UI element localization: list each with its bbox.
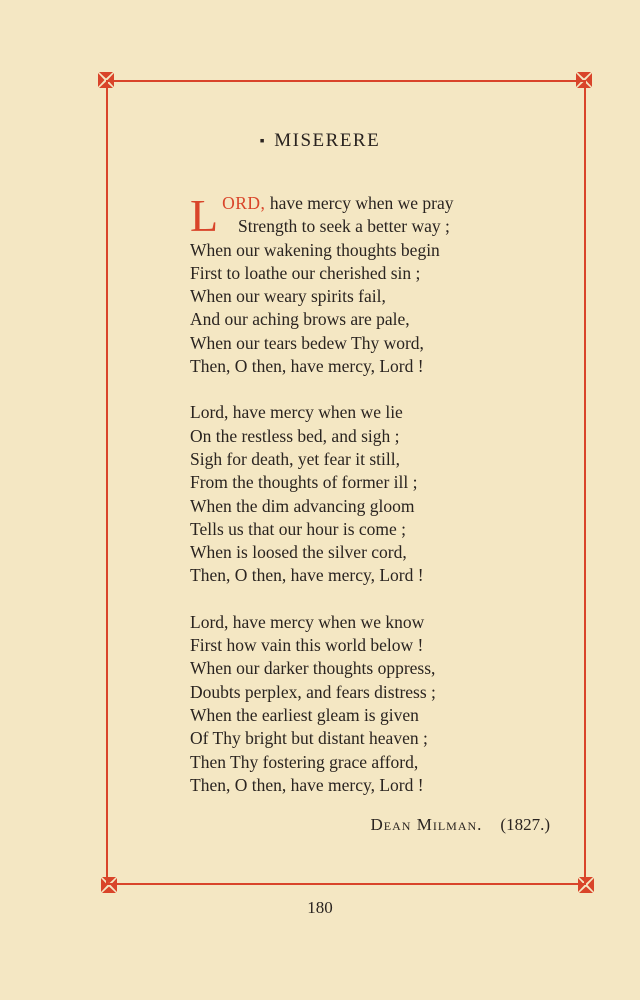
poem-line: First how vain this world below ! <box>190 635 424 656</box>
poem-line: Then, O then, have mercy, Lord ! <box>190 356 424 377</box>
cross-pattee-icon <box>575 874 597 896</box>
poem-line: Lord, have mercy when we lie <box>190 402 403 423</box>
poem-body <box>190 192 530 820</box>
poem-title <box>0 130 640 152</box>
poem-line: When the dim advancing gloom <box>190 495 415 516</box>
poem-line: From the thoughts of former ill ; <box>190 472 418 493</box>
cross-pattee-icon <box>95 69 117 91</box>
poem-title-text: MISERERE <box>274 130 381 151</box>
stanza-1 <box>190 192 530 378</box>
poem-line: When the earliest gleam is given <box>190 704 419 725</box>
poem-line: And our aching brows are pale, <box>190 309 410 330</box>
poem-line: When is loosed the silver cord, <box>190 542 407 563</box>
cross-pattee-icon <box>573 69 595 91</box>
drop-cap: L <box>190 190 219 241</box>
stanza-2 <box>190 401 530 587</box>
poem-line: First to loathe our cherished sin ; <box>190 262 421 283</box>
poem-line: When our tears bedew Thy word, <box>190 332 424 353</box>
poem-line: Sigh for death, yet fear it still, <box>190 448 400 469</box>
poem-line: When our darker thoughts oppress, <box>190 658 436 679</box>
attribution-year: (1827.) <box>500 815 550 834</box>
page-number: 180 <box>307 898 333 917</box>
first-line-rest: have mercy when we pray <box>265 193 454 213</box>
poem-line: Tells us that our hour is come ; <box>190 518 407 539</box>
poem-line: Of Thy bright but distant heaven ; <box>190 728 428 749</box>
poem-line: Lord, have mercy when we know <box>190 611 425 632</box>
poem-line: Strength to seek a better way ; <box>238 216 450 237</box>
poem-line: Then, O then, have mercy, Lord ! <box>190 565 424 586</box>
author-name: Dean Milman. <box>370 815 483 834</box>
title-mark: ▪ <box>259 134 267 149</box>
poem-line: When our wakening thoughts begin <box>190 239 440 260</box>
poem-line: Then, O then, have mercy, Lord ! <box>190 774 424 795</box>
poem-line: When our weary spirits fail, <box>190 286 386 307</box>
cross-pattee-icon <box>98 874 120 896</box>
poem-line: On the restless bed, and sigh ; <box>190 425 400 446</box>
poem-line: Then Thy fostering grace afford, <box>190 751 419 772</box>
attribution <box>371 815 550 835</box>
stanza-3 <box>190 611 530 797</box>
first-word-rest: ORD, <box>222 193 266 213</box>
poem-line: Doubts perplex, and fears distress ; <box>190 681 436 702</box>
